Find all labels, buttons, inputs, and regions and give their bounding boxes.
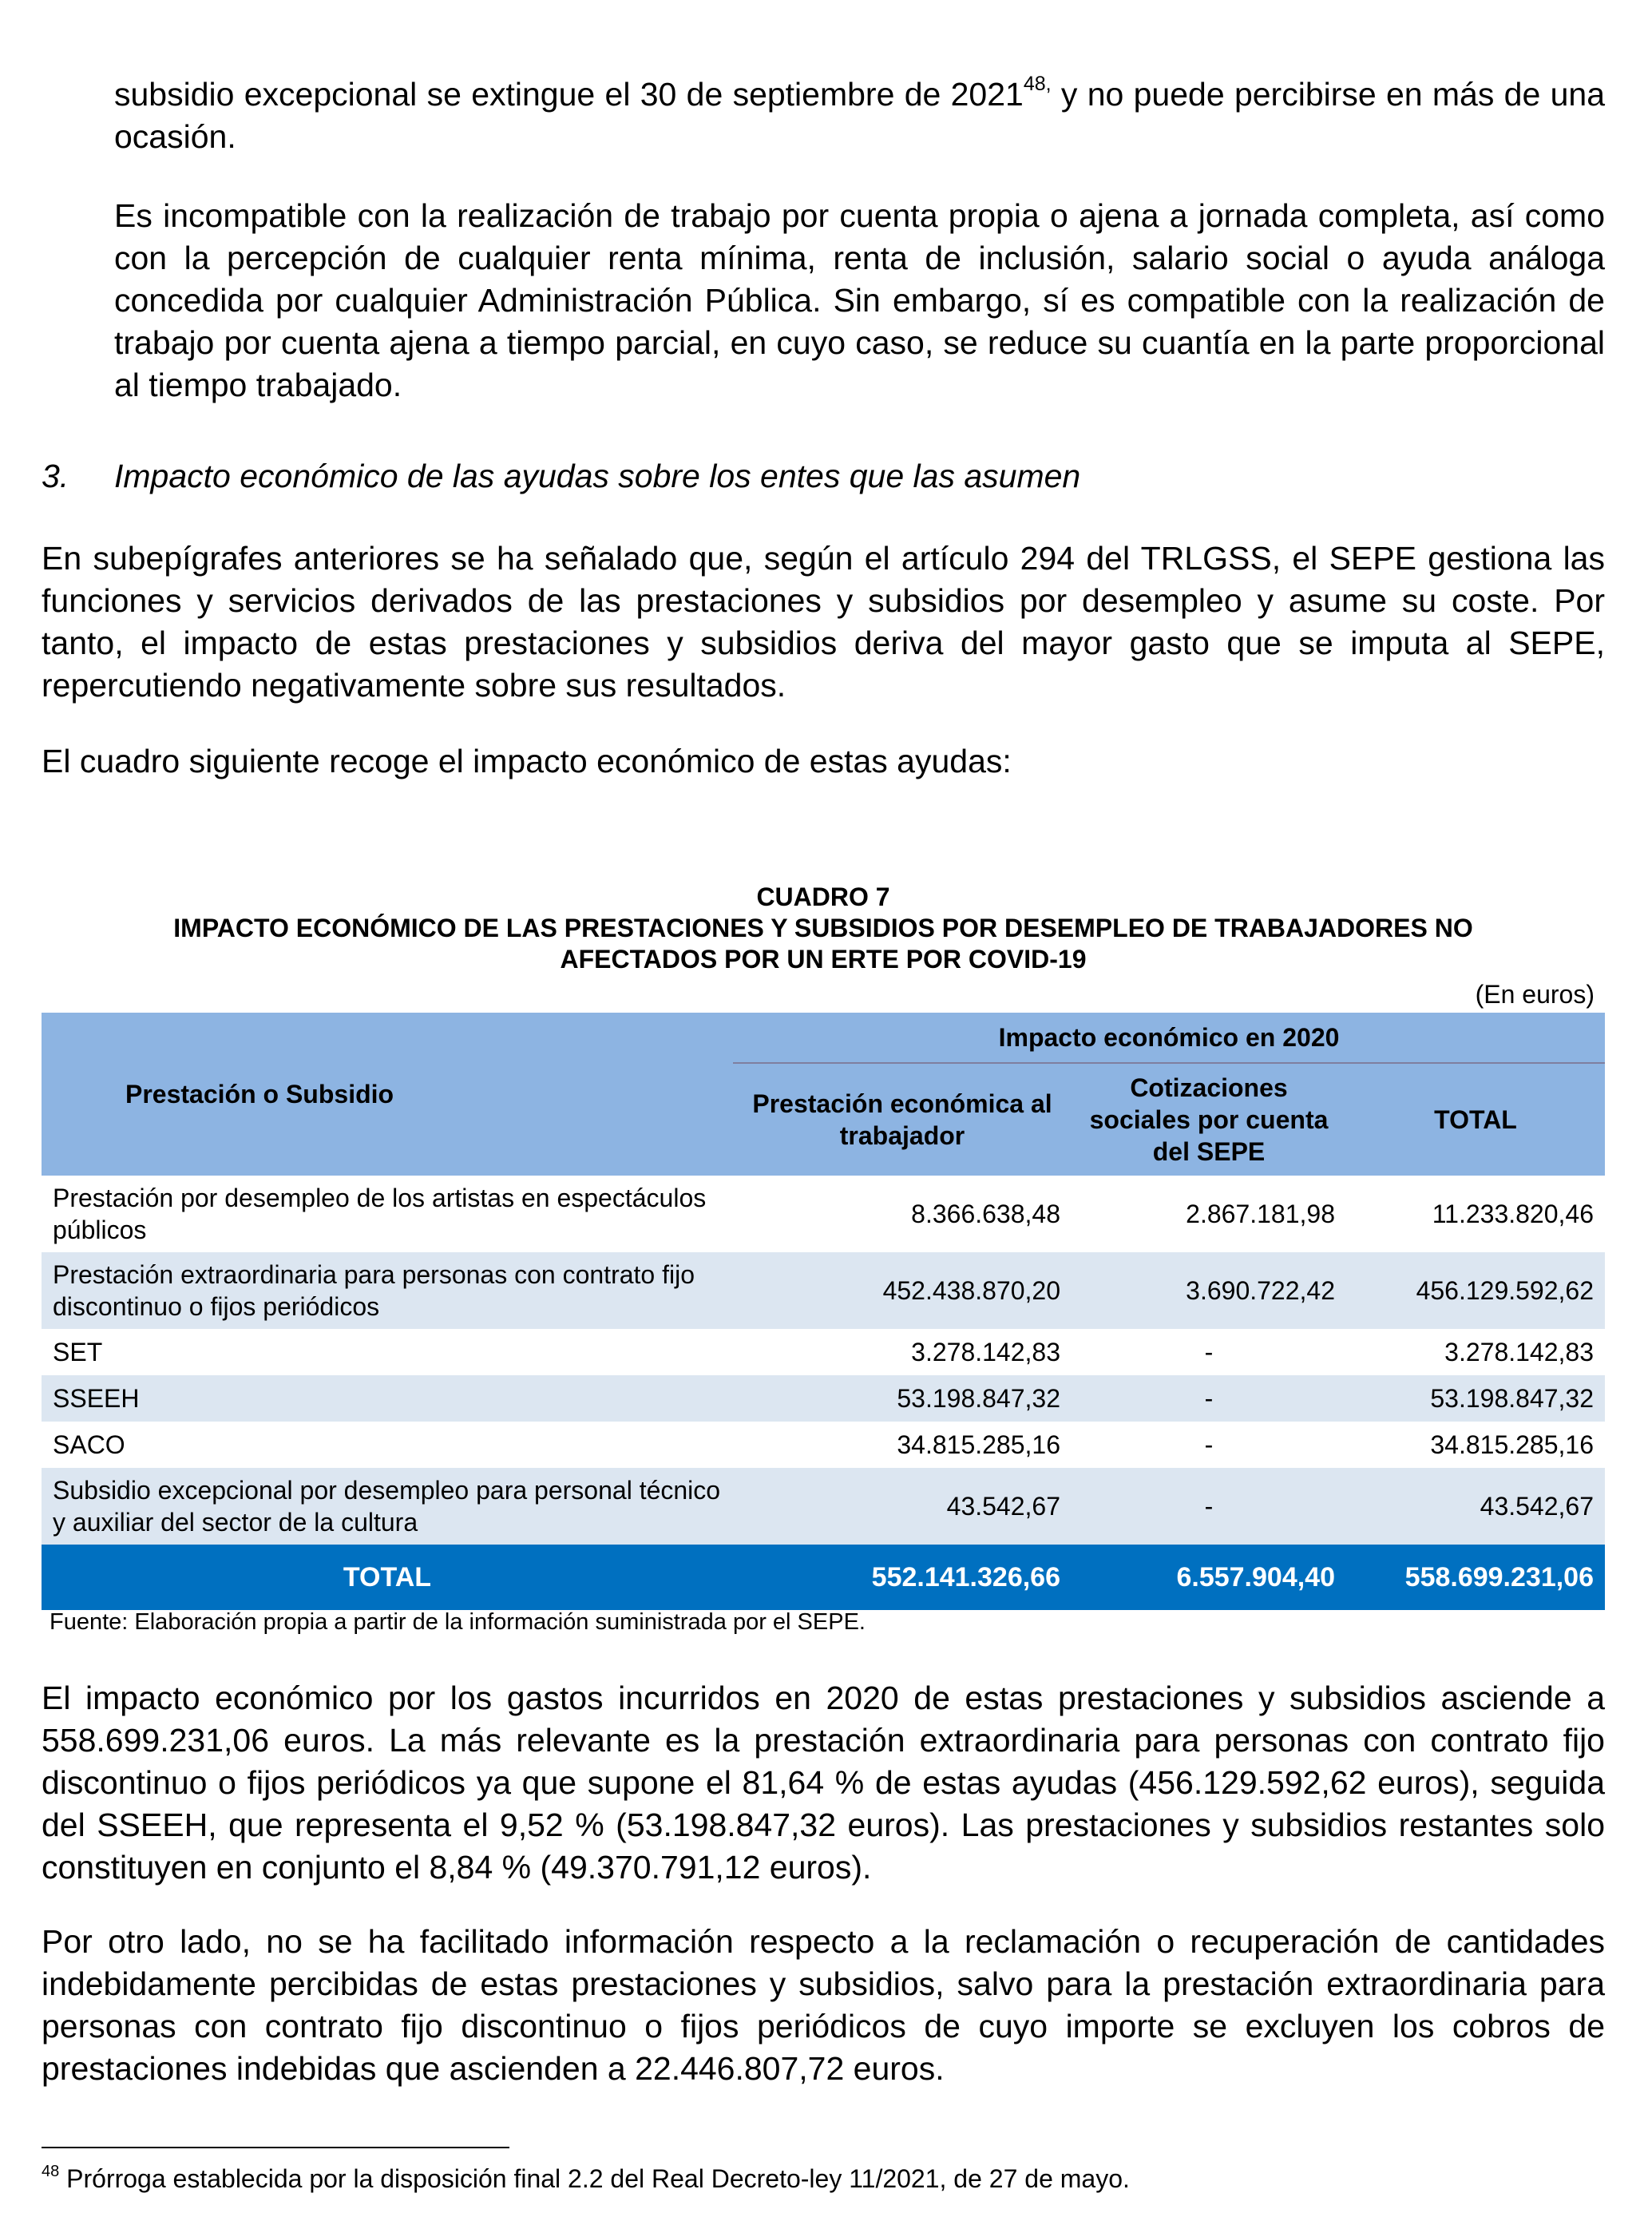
impact-table — [42, 1013, 1605, 1610]
row-name: Prestación extraordinaria para personas con contrato fijo discontinuo o fijos periódicos — [42, 1252, 733, 1329]
table-row — [42, 1329, 1605, 1375]
row-name: SET — [53, 1338, 103, 1366]
footnote-number: 48 — [42, 2163, 60, 2181]
header-total: TOTAL — [1346, 1063, 1605, 1176]
row-name: Prestación por desempleo de los artistas en espectáculos públicos — [53, 1184, 707, 1244]
header-impacto-2020: Impacto económico en 2020 — [733, 1013, 1605, 1063]
cell-cotizaciones: 3.690.722,42 — [1072, 1252, 1346, 1329]
cell-prestacion: 34.815.285,16 — [897, 1430, 1060, 1459]
cell-cotizaciones: - — [1204, 1430, 1214, 1459]
row-name: Subsidio excepcional por desempleo para personal técnico y auxiliar del sector de la cultura — [42, 1468, 733, 1545]
cell-total: 34.815.285,16 — [1430, 1430, 1594, 1459]
cell-cotizaciones: - — [1072, 1375, 1346, 1422]
row-name: SSEEH — [42, 1375, 733, 1422]
row-name: SACO — [53, 1430, 125, 1459]
table-row — [42, 1468, 1605, 1545]
footnote — [42, 2164, 1130, 2194]
table-units: (En euros) — [1475, 980, 1595, 1009]
cell-cotizaciones: 2.867.181,98 — [1186, 1200, 1335, 1228]
section-heading — [42, 455, 1080, 498]
total-total: 558.699.231,06 — [1346, 1545, 1605, 1610]
cell-cotizaciones: - — [1204, 1338, 1214, 1366]
table-title-line2: AFECTADOS POR UN ERTE POR COVID-19 — [560, 945, 1087, 974]
header-prestacion-subsidio: Prestación o Subsidio — [42, 1013, 733, 1176]
footnote-text: Prórroga establecida por la disposición final 2.2 del Real Decreto-ley 11/2021, de 27 de mayo. — [59, 2164, 1130, 2193]
footnote-divider — [42, 2147, 509, 2148]
cell-prestacion: 43.542,67 — [733, 1468, 1072, 1545]
header-prestacion-economica: Prestación económica al trabajador — [733, 1063, 1072, 1176]
paragraph-recovery: Por otro lado, no se ha facilitado información respecto a la reclamación o recuperación de cantidades indebidamente percibidas de estas prestaciones y subsidios, salvo para la prestación extraordinaria para personas con contrato fijo discontinuo o fijos periódicos de cuyo importe se excluyen los cobros de prestaciones indebidas que ascienden a 22.446.807,72 euros. — [42, 1923, 1605, 2087]
table-row — [42, 1375, 1605, 1422]
paragraph-subsidy-end — [114, 73, 1605, 158]
footnote-ref[interactable]: 48, — [1023, 73, 1052, 96]
cell-total: 456.129.592,62 — [1346, 1252, 1605, 1329]
table-source: Fuente: Elaboración propia a partir de la información suministrada por el SEPE. — [50, 1609, 866, 1635]
cell-total: 53.198.847,32 — [1346, 1375, 1605, 1422]
total-label: TOTAL — [42, 1545, 733, 1610]
paragraph-text: subsidio excepcional se extingue el 30 de septiembre de 2021 — [114, 76, 1024, 113]
table-row — [42, 1252, 1605, 1329]
total-prestacion: 552.141.326,66 — [733, 1545, 1072, 1610]
cell-prestacion: 8.366.638,48 — [911, 1200, 1060, 1228]
cell-total: 3.278.142,83 — [1444, 1338, 1594, 1366]
table-row — [42, 1422, 1605, 1468]
table-title-line1: IMPACTO ECONÓMICO DE LAS PRESTACIONES Y SUBSIDIOS POR DESEMPLEO DE TRABAJADORES NO — [173, 914, 1473, 942]
cell-prestacion: 53.198.847,32 — [733, 1375, 1072, 1422]
cell-total: 11.233.820,46 — [1432, 1200, 1594, 1228]
section-number: 3. — [42, 458, 69, 494]
table-label: CUADRO 7 — [756, 882, 890, 911]
cell-cotizaciones: - — [1072, 1468, 1346, 1545]
paragraph-text: y no puede percibirse en más de una ocasión. — [114, 76, 1605, 155]
paragraph-impact-summary: El impacto económico por los gastos incurridos en 2020 de estas prestaciones y subsidios asciende a 558.699.231,06 euros. La más relevante es la prestación extraordinaria para personas con contrato fijo discontinuo o fijos periódicos ya que supone el 81,64 % de estas ayudas (456.129.592,62 euros), seguida del SSEEH, que representa el 9,52 % (53.198.847,32 euros). Las prestaciones y subsidios restantes solo constituyen en conjunto el 8,84 % (49.370.791,12 euros). — [42, 1680, 1605, 1886]
cell-total: 43.542,67 — [1346, 1468, 1605, 1545]
cell-prestacion: 3.278.142,83 — [911, 1338, 1060, 1366]
paragraph-table-intro: El cuadro siguiente recoge el impacto económico de estas ayudas: — [42, 743, 1012, 779]
total-cotizaciones: 6.557.904,40 — [1072, 1545, 1346, 1610]
paragraph-incompatibility: Es incompatible con la realización de trabajo por cuenta propia o ajena a jornada completa, así como con la percepción de cualquier renta mínima, renta de inclusión, salario social o ayuda análoga concedida por cualquier Administración Pública. Sin embargo, sí es compatible con la realización de trabajo por cuenta ajena a tiempo parcial, en cuyo caso, se reduce su cuantía en la parte proporcional al tiempo trabajado. — [114, 197, 1605, 403]
cell-prestacion: 452.438.870,20 — [733, 1252, 1072, 1329]
table-total-row — [42, 1545, 1605, 1610]
table-row — [42, 1176, 1605, 1252]
header-cotizaciones: Cotizaciones sociales por cuenta del SEPE — [1072, 1063, 1346, 1176]
section-title: Impacto económico de las ayudas sobre los entes que las asumen — [114, 458, 1081, 494]
paragraph-sepe-functions: En subepígrafes anteriores se ha señalado que, según el artículo 294 del TRLGSS, el SEPE gestiona las funciones y servicios derivados de las prestaciones y subsidios por desempleo y asume su coste. Por tanto, el impacto de estas prestaciones y subsidios deriva del mayor gasto que se imputa al SEPE, repercutiendo negativamente sobre sus resultados. — [42, 540, 1605, 704]
